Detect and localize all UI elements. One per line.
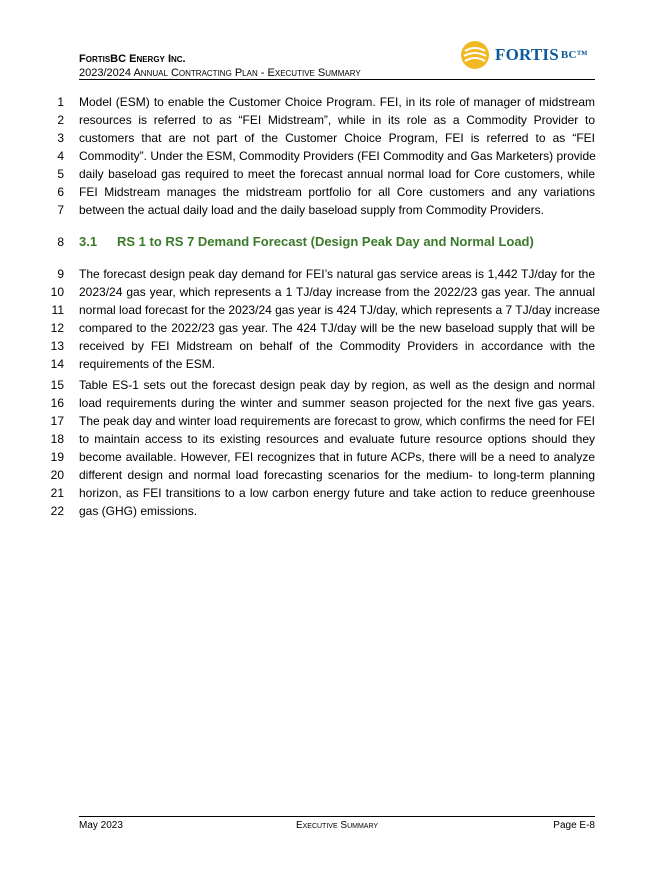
section-heading xyxy=(0,233,672,251)
document-subtitle: 2023/2024 Annual Contracting Plan - Executive Summary xyxy=(79,67,361,79)
text-line xyxy=(0,430,672,448)
footer-date: May 2023 xyxy=(79,820,123,831)
line-text: different design and normal load forecasting scenarios for the medium- to long-term planning xyxy=(79,468,595,482)
line-number: 15 xyxy=(50,378,64,392)
text-line xyxy=(0,394,672,412)
footer-divider xyxy=(79,816,595,817)
text-line xyxy=(0,147,672,165)
text-line xyxy=(0,129,672,147)
line-text: FEI Midstream manages the midstream portfolio for all Core customers and any variations xyxy=(79,185,595,199)
line-text: horizon, as FEI transitions to a low carbon energy future and take action to reduce greenhouse xyxy=(79,486,595,500)
line-text: to maintain access to its existing resources and evaluate future resource options should they xyxy=(79,432,595,446)
line-number: 18 xyxy=(50,432,64,446)
line-number: 3 xyxy=(57,131,64,145)
line-number: 9 xyxy=(57,267,64,281)
text-line xyxy=(0,111,672,129)
footer-page-number: Page E-8 xyxy=(553,820,595,831)
line-text: Commodity”. Under the ESM, Commodity Providers (FEI Commodity and Gas Marketers) provide xyxy=(79,149,596,163)
text-line xyxy=(0,412,672,430)
line-text: Model (ESM) to enable the Customer Choice Program. FEI, in its role of manager of midstream xyxy=(79,95,595,109)
text-line xyxy=(0,466,672,484)
line-number: 14 xyxy=(50,357,64,371)
fortisbc-logo xyxy=(459,39,599,71)
text-line xyxy=(0,93,672,111)
line-text: requirements of the ESM. xyxy=(79,357,216,371)
line-text: normal load forecast for the 2023/24 gas year is 424 TJ/day, which represents a 7 TJ/day increase xyxy=(79,303,600,317)
line-number: 22 xyxy=(50,504,64,518)
line-number: 17 xyxy=(50,414,64,428)
text-line xyxy=(0,301,672,319)
line-text: Table ES-1 sets out the forecast design peak day by region, as well as the design and normal xyxy=(79,378,595,392)
line-text: The peak day and winter load requirements are forecast to grow, which confirms the need for FEI xyxy=(79,414,595,428)
line-text: load requirements during the winter and summer season projected for the next five gas years. xyxy=(79,396,595,410)
text-line xyxy=(0,337,672,355)
line-number: 19 xyxy=(50,450,64,464)
line-text: gas (GHG) emissions. xyxy=(79,504,198,518)
text-line xyxy=(0,319,672,337)
company-name: FortisBC Energy Inc. xyxy=(79,53,186,65)
line-text: between the actual daily load and the daily baseload supply from Commodity Providers. xyxy=(79,203,544,217)
line-number: 11 xyxy=(51,303,64,317)
line-number: 5 xyxy=(57,167,64,181)
text-line xyxy=(0,265,672,283)
line-number: 2 xyxy=(57,113,64,127)
text-line xyxy=(0,484,672,502)
section-title: RS 1 to RS 7 Demand Forecast (Design Peak Day and Normal Load) xyxy=(117,234,534,249)
line-text: received by FEI Midstream on behalf of the Commodity Providers in accordance with the xyxy=(79,339,595,353)
text-line xyxy=(0,355,672,373)
line-number: 4 xyxy=(57,149,64,163)
line-text: customers that are not part of the Customer Choice Program, FEI is referred to as “FEI xyxy=(79,131,595,145)
line-number: 12 xyxy=(50,321,64,335)
text-line xyxy=(0,376,672,394)
text-line xyxy=(0,183,672,201)
line-number: 6 xyxy=(57,185,64,199)
section-number: 3.1 xyxy=(79,234,98,249)
text-line xyxy=(0,283,672,301)
line-text: The forecast design peak day demand for FEI’s natural gas service areas is 1,442 TJ/day for the xyxy=(79,267,595,281)
text-line xyxy=(0,502,672,520)
header-divider xyxy=(79,79,595,80)
line-number: 21 xyxy=(50,486,64,500)
logo-wordmark: FORTIS xyxy=(495,45,559,64)
text-line xyxy=(0,448,672,466)
text-line xyxy=(0,201,672,219)
line-text: daily baseload gas required to meet the forecast annual normal load for Core customers, while xyxy=(79,167,595,181)
document-footer xyxy=(79,819,595,833)
footer-section: Executive Summary xyxy=(295,820,379,831)
line-text: resources is referred to as “FEI Midstream”, while in its role as a Commodity Provider to xyxy=(79,113,595,127)
flame-icon xyxy=(459,39,491,71)
line-text: 2023/24 gas year, which represents a 1 TJ/day increase from the 2022/23 gas year. The annual xyxy=(79,285,595,299)
line-number: 7 xyxy=(57,203,64,217)
text-line xyxy=(0,165,672,183)
line-number: 16 xyxy=(50,396,64,410)
line-text: become available. However, FEI recognizes that in future ACPs, there will be a need to analyze xyxy=(79,450,595,464)
line-number: 20 xyxy=(50,468,64,482)
line-number: 8 xyxy=(57,235,64,249)
line-number: 10 xyxy=(50,285,64,299)
line-number: 13 xyxy=(50,339,64,353)
logo-suffix: BC™ xyxy=(560,49,588,61)
line-number: 1 xyxy=(57,95,64,109)
line-text: compared to the 2022/23 gas year. The 424 TJ/day will be the new baseload supply that will be xyxy=(79,321,595,335)
section-heading-text xyxy=(79,233,595,251)
